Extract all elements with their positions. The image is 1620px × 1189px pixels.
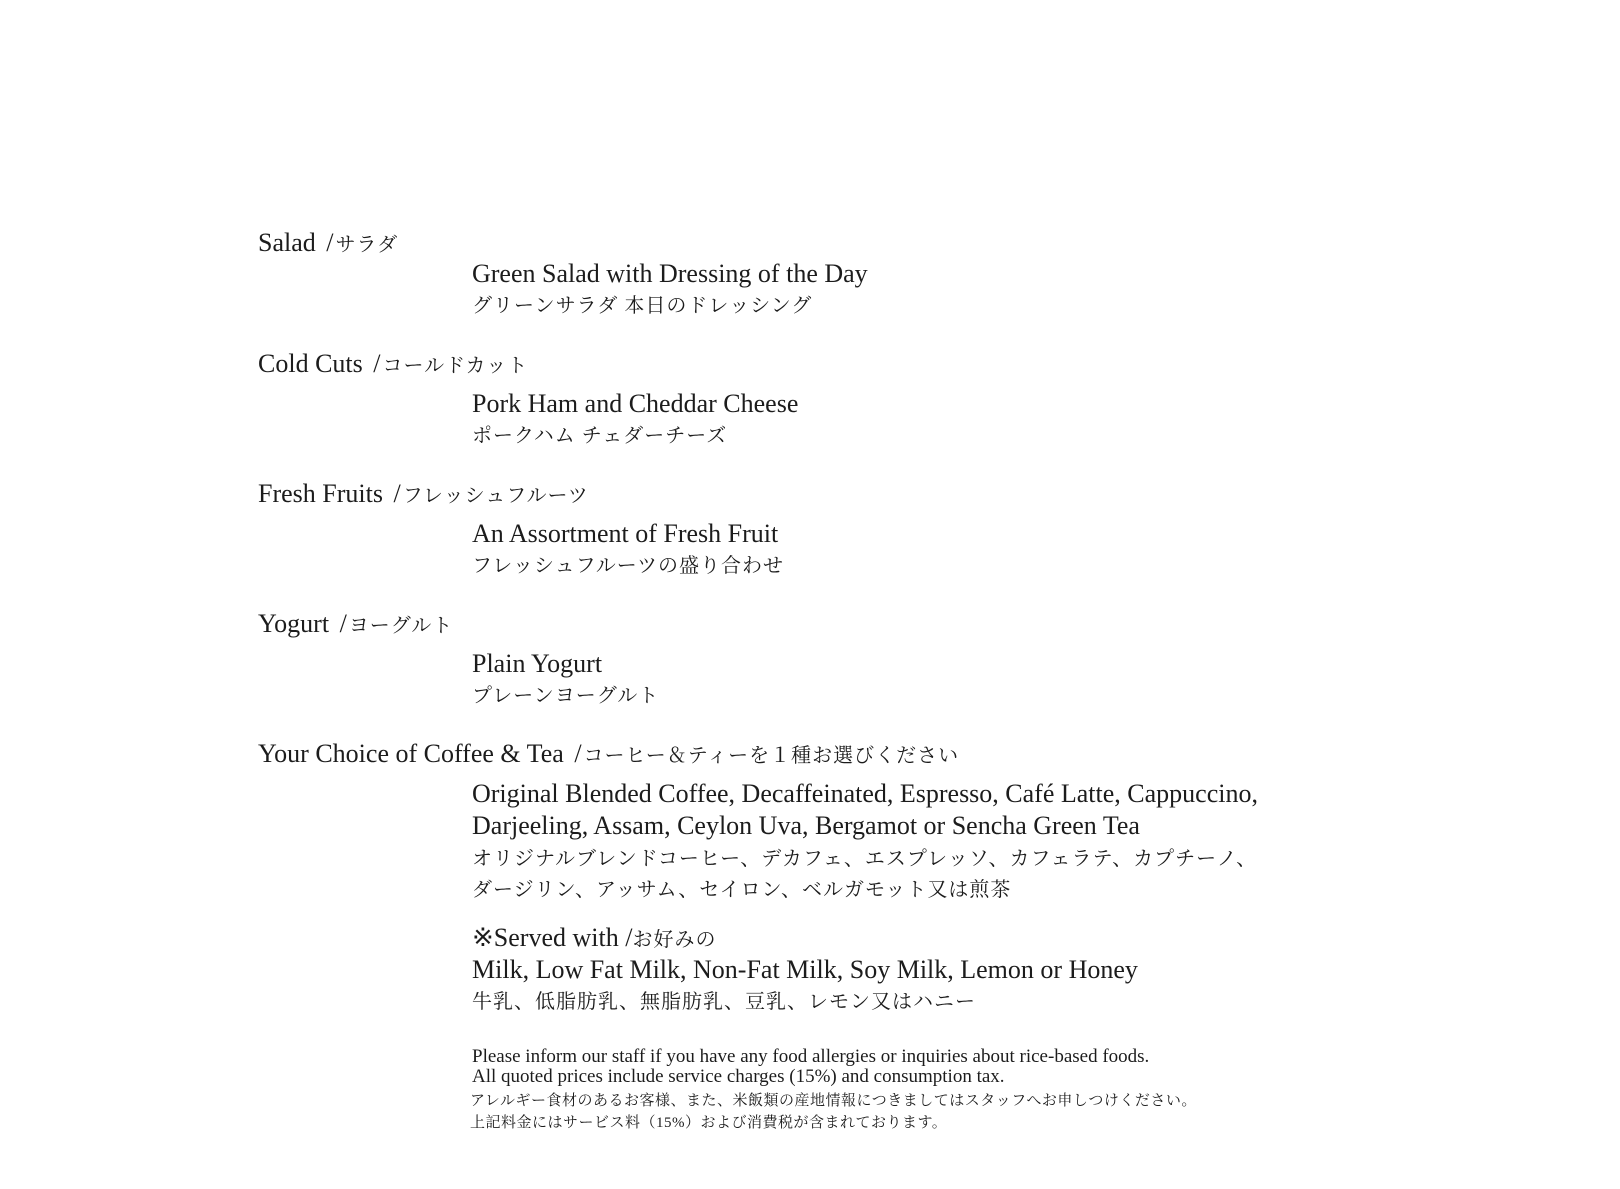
served-with-options-en: Milk, Low Fat Milk, Non-Fat Milk, Soy Milk, Lemon or Honey [472,955,1138,984]
menu-item-fresh-fruits-ja: フレッシュフルーツの盛り合わせ [472,555,784,577]
section-title-ja: コーヒー＆ティーを１種お選びください [583,745,960,767]
section-title-en: Salad [258,228,316,257]
menu-item-cold-cuts-en: Pork Ham and Cheddar Cheese [472,389,799,418]
slash-separator: / [373,349,381,378]
menu-item-salad-en: Green Salad with Dressing of the Day [472,259,868,288]
slash-separator: / [574,739,582,768]
section-heading-coffee-tea [258,738,959,772]
section-title-en: Cold Cuts [258,349,363,378]
section-heading-salad [258,227,398,261]
section-title-en: Fresh Fruits [258,479,383,508]
served-with-options-ja: 牛乳、低脂肪乳、無脂肪乳、豆乳、レモン又はハニー [472,991,976,1013]
menu-item-yogurt-en: Plain Yogurt [472,649,603,678]
price-note-ja: 上記料金にはサービス料（15%）および消費税が含まれております。 [470,1115,948,1131]
menu-item-beverage-ja-line1: オリジナルブレンドコーヒー、デカフェ、エスプレッソ、カフェラテ、カプチーノ、 [472,848,1258,870]
menu-item-yogurt-ja: プレーンヨーグルト [472,685,660,707]
menu-item-beverage-en-line1: Original Blended Coffee, Decaffeinated, Espresso, Café Latte, Cappuccino, [472,779,1258,808]
price-note-en: All quoted prices include service charges (15%) and consumption tax. [472,1066,1005,1087]
menu-item-beverage-ja-line2: ダージリン、アッサム、セイロン、ベルガモット又は煎茶 [472,879,1012,901]
served-with-title-ja: お好みの [632,929,717,951]
menu-item-beverage-en-line2: Darjeeling, Assam, Ceylon Uva, Bergamot or Sencha Green Tea [472,811,1140,840]
section-title-ja: コールドカット [382,355,529,377]
slash-separator: / [393,479,401,508]
section-heading-cold-cuts [258,348,528,382]
menu-item-cold-cuts-ja: ポークハム チェダーチーズ [472,425,728,447]
allergy-note-en: Please inform our staff if you have any food allergies or inquiries about rice-based foods. [472,1046,1150,1067]
section-heading-yogurt [258,608,453,642]
slash-separator: / [326,228,334,257]
served-with-title-en: ※Served with [472,923,619,952]
slash-separator: / [339,609,347,638]
section-title-en: Yogurt [258,609,330,638]
section-title-en: Your Choice of Coffee & Tea [258,739,564,768]
section-title-ja: サラダ [335,234,399,256]
served-with-heading [472,922,716,956]
section-title-ja: ヨーグルト [348,615,454,637]
allergy-note-ja: アレルギー食材のあるお客様、また、米飯類の産地情報につきましてはスタッフへお申しつけください。 [470,1093,1197,1109]
menu-item-salad-ja: グリーンサラダ 本日のドレッシング [472,295,813,317]
section-heading-fresh-fruits [258,478,589,512]
section-title-ja: フレッシュフルーツ [402,485,589,507]
menu-item-fresh-fruits-en: An Assortment of Fresh Fruit [472,519,779,548]
slash-separator: / [625,923,633,952]
